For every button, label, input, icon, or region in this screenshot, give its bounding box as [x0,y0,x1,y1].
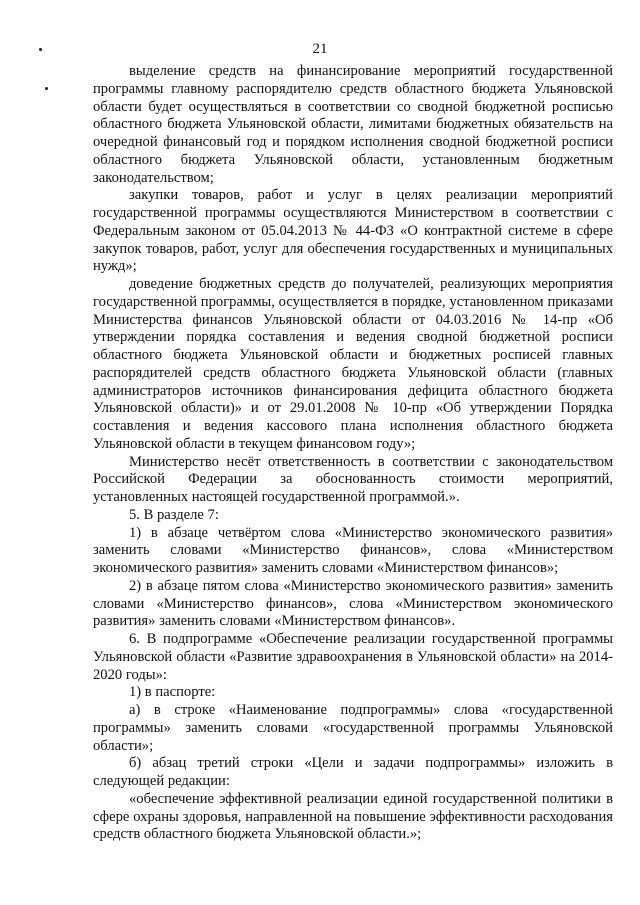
paragraph-procurement: закупки товаров, работ и услуг в целях реализации мероприятий государственной программы осуществляются Министерством в соответствии с Федеральным законом от 05.04.2013 № 44-ФЗ «О контрактной системе в сфере закупок товаров, работ, услуг для обеспечения государственных и муниципальных нужд»; [93,187,613,275]
paragraph-item-b: б) абзац третий строки «Цели и задачи подпрограммы» изложить в следующей редакции: [93,755,613,789]
scan-dot [45,87,48,90]
paragraph-new-wording: «обеспечение эффективной реализации единой государственной политики в сфере охраны здоровья, направленной на повышение эффективности расходования средств областного бюджета Ульяновской области.»; [93,790,613,843]
page-number: 21 [312,41,328,57]
document-body [93,63,613,844]
paragraph-ministry-responsibility: Министерство несёт ответственность в соответствии с законодательством Российской Федерации за обоснованность стоимости мероприятий, установленных настоящей государственной программой.». [93,453,613,505]
scan-dot [39,48,42,51]
paragraph-subprogram: 6. В подпрограмме «Обеспечение реализации государственной программы Ульяновской области «Развитие здравоохранения в Ульяновской области» на 2014-2020 годы»: [93,631,613,683]
paragraph-section-7: 5. В разделе 7: [129,506,219,523]
paragraph-budget-allocation: выделение средств на финансирование мероприятий государственной программы главному распорядителю средств областного бюджета Ульяновской области будет осуществляться в соответствии со сводной бюджетной росписью областного бюджета Ульяновской области, лимитами бюджетных обязательств на очередной финансовый год и порядком исполнения сводной бюджетной росписи областного бюджета Ульяновской области, установленным бюджетным законодательством; [93,63,613,186]
paragraph-item-a: а) в строке «Наименование подпрограммы» слова «государственной программы» заменить словами «государственной программы Ульяновской области»; [93,702,613,754]
paragraph-item-2: 2) в абзаце пятом слова «Министерство экономического развития» заменить словами «Министерство финансов», слова «Министерством экономического развития» заменить словами «Министерством финансов». [93,577,613,630]
paragraph-item-1: 1) в абзаце четвёртом слова «Министерство экономического развития» заменить словами «Министерство финансов», слова «Министерством экономического развития» заменить словами «Министерством финансов»; [93,524,613,576]
paragraph-passport: 1) в паспорте: [129,684,216,701]
paragraph-funds-delivery: доведение бюджетных средств до получателей, реализующих мероприятия государственной программы, осуществляется в порядке, установленном приказами Министерства финансов Ульяновской области от 04.03.2016 № 14-пр «Об утверждении порядка составления и ведения сводной бюджетной росписи областного бюджета Ульяновской области и бюджетных росписей главных распорядителей средств областного бюджета Ульяновской области (главных администраторов источников финансирования дефицита областного бюджета Ульяновской области)» и от 29.01.2008 № 10-пр «Об утверждении Порядка составления и ведения кассового плана исполнения областного бюджета Ульяновской области в текущем финансовом году»; [93,276,613,452]
